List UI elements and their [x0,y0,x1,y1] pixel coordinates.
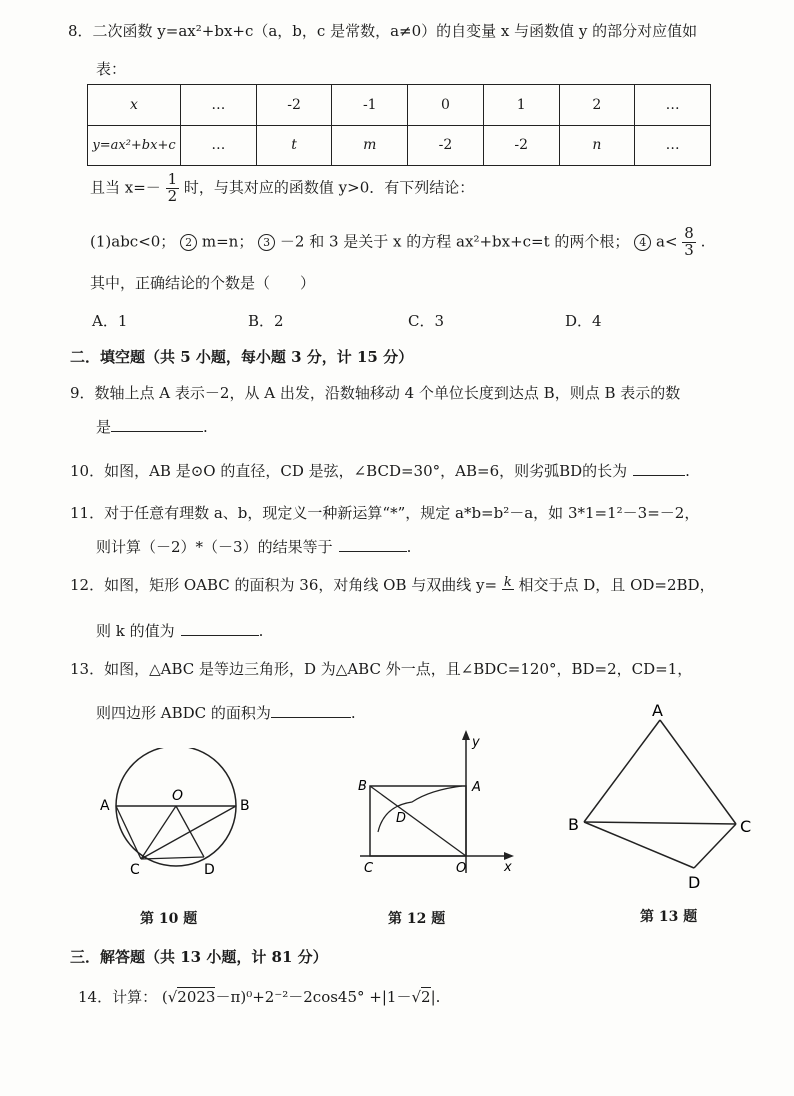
q11-line2-pre: 则计算（－2）*（－3）的结果等于 [96,538,333,556]
answer-blank[interactable] [271,716,351,718]
q12-line1-post: 相交于点 D，且 OD=2BD， [518,576,715,594]
label-b: B [240,798,250,814]
label-a: A [652,701,663,720]
q9-line1: 9．数轴上点 A 表示－2，从 A 出发，沿数轴移动 4 个单位长度到达点 B，则点 B 表示的数 [70,384,681,402]
segment-oc [141,806,176,859]
hyperbola-curve [378,786,462,832]
sqrt-icon: √ [411,988,422,1006]
q14-label: 14．计算： [78,988,158,1006]
q12-line1 [70,574,715,596]
q11-line2 [96,536,411,557]
answer-blank[interactable] [633,474,685,476]
fraction [166,172,180,205]
label-a: A [472,780,481,795]
table-cell: -1 [332,85,408,126]
conclusion-3: －2 和 3 是关于 x 的方程 ax²+bx+c=t 的两个根； [279,232,630,251]
q11-line1: 11．对于任意有理数 a、b，现定义一种新运算“*”，规定 a*b=b²－a，如 3*1=1²－3=－2， [70,504,700,522]
conclusion-4-pre: a< [656,232,678,251]
figure-13-quadrilateral [566,700,756,900]
fraction-denominator [502,590,514,596]
label-x: x [504,860,512,875]
label-c: C [740,817,752,836]
label-d: D [396,811,407,826]
table-cell: -2 [256,85,332,126]
answer-blank[interactable] [111,430,203,432]
q10-text: 10．如图，AB 是⊙O 的直径，CD 是弦，∠BCD=30°，AB=6，则劣弧BD的长为 [70,462,628,480]
q13-line2 [96,702,356,723]
q13-line2-pre: 则四边形 ABDC 的面积为 [96,704,271,722]
option-c[interactable]: C．3 [408,312,445,330]
fraction [682,226,696,259]
label-b: B [358,779,367,794]
q13-line1: 13．如图，△ABC 是等边三角形，D 为△ABC 外一点，且∠BDC=120°，BD=2，CD=1， [70,660,693,678]
sqrt-radicand: 2023 [177,988,216,1006]
y-axis-arrow-icon [462,730,470,740]
q8-ask: 其中，正确结论的个数是（ ） [90,274,316,292]
circled-number-2: 2 [180,234,197,251]
table-cell: … [181,125,257,166]
q10-line [70,460,690,481]
table-cell: -2 [483,125,559,166]
q13-line2-post: . [350,704,356,722]
q14-expr-post: |. [430,988,441,1006]
label-d: D [204,862,215,878]
label-b: B [568,815,579,834]
table-row [88,125,711,166]
table-cell: 1 [483,85,559,126]
side-bd [584,822,694,868]
answer-blank[interactable] [181,634,259,636]
answer-blank[interactable] [339,550,407,552]
value-table [87,84,711,166]
fraction-numerator: 1 [167,170,178,188]
table-cell: … [181,85,257,126]
chord-cd [141,857,204,859]
label-o: O [172,788,184,804]
q11-line2-post: . [406,538,412,556]
q14-expr-pre: ( [161,988,168,1006]
table-cell: -2 [408,125,484,166]
q12-line2-pre: 则 k 的值为 [96,622,175,640]
table-cell: … [635,125,711,166]
figure-12-caption: 第 12 题 [388,911,446,927]
q8-stem: 8．二次函数 y=ax²+bx+c（a，b，c 是常数，a≠0）的自变量 x 与函数值 y 的部分对应值如 [68,22,698,40]
label-y: y [472,735,480,750]
q8-condition [90,172,474,205]
segment-bc [141,806,236,859]
side-bc [584,822,736,824]
q8-stem-cont: 表： [96,60,127,78]
table-header-y: y=ax²+bx+c [88,125,181,166]
q12-line1-pre: 12．如图，矩形 OABC 的面积为 36，对角线 OB 与双曲线 y= [70,576,498,594]
diagonal-ob [370,786,466,856]
fraction [502,576,514,597]
label-c: C [130,862,140,878]
option-d[interactable]: D．4 [565,312,602,330]
option-b[interactable]: B．2 [248,312,284,330]
side-ab [584,720,660,822]
circled-number-3: 3 [258,234,275,251]
label-d: D [688,873,701,892]
side-ac [660,720,736,824]
segment-ac [116,806,141,859]
fraction-numerator: k [503,574,512,590]
fraction-denominator: 3 [684,240,694,259]
sqrt-radicand: 2 [421,988,431,1006]
label-o: O [456,861,467,876]
table-row [88,85,711,126]
q9-line2-pre: 是 [96,418,112,436]
q8-condition-pre: 且当 x=－ [90,178,161,197]
option-a[interactable]: A．1 [92,312,128,330]
table-cell: n [559,125,635,166]
figure-10-caption: 第 10 题 [140,911,198,927]
q12-line2 [96,620,263,641]
q9-line2 [96,416,208,437]
side-cd [694,824,736,868]
figure-12-rectangle [350,728,520,878]
section-heading-solutions: 三．解答题（共 13 小题，计 81 分） [70,948,328,966]
label-c: C [364,861,374,876]
section-heading-fill-in: 二．填空题（共 5 小题，每小题 3 分，计 15 分） [70,348,414,366]
figure-10-circle [96,748,256,888]
q10-post: . [685,462,690,480]
q9-line2-post: . [203,418,208,436]
table-cell: … [635,85,711,126]
table-cell: 2 [559,85,635,126]
table-cell: t [256,125,332,166]
q14-expr-mid: －π)⁰+2⁻²－2cos45° +|1－ [215,988,412,1006]
q14-line [78,986,440,1007]
label-a: A [100,798,110,814]
conclusion-1: (1)abc<0； [90,232,176,251]
table-cell: 0 [408,85,484,126]
q8-conclusions [90,226,705,259]
table-header-x: x [88,85,181,126]
q8-condition-post: 时，与其对应的函数值 y>0．有下列结论： [183,178,475,197]
conclusion-4-post: . [700,232,706,251]
circled-number-4: 4 [634,234,651,251]
q12-line2-post: . [258,622,264,640]
table-cell: m [332,125,408,166]
x-axis-arrow-icon [504,852,514,860]
fraction-numerator: 8 [684,224,694,242]
conclusion-2: m=n； [201,232,254,251]
figure-13-caption: 第 13 题 [640,909,698,925]
fraction-denominator: 2 [167,186,178,205]
sqrt-icon: √ [167,988,178,1006]
